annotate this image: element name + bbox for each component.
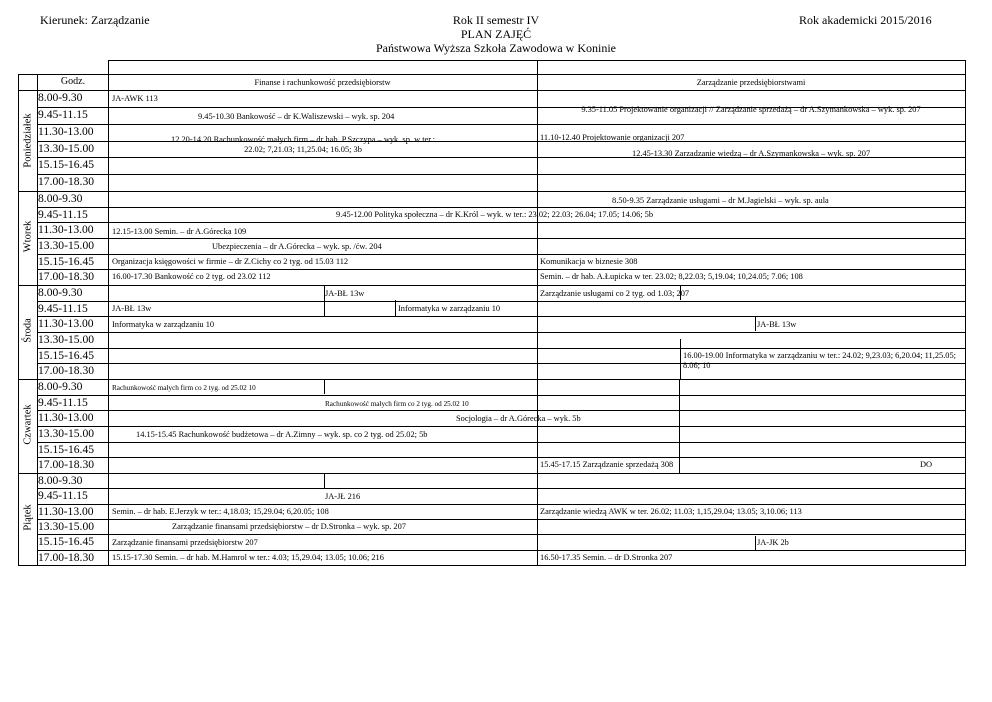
day-label-thursday: Czwartek xyxy=(22,404,34,445)
time-slot: 13.30-15.00 xyxy=(38,239,95,252)
time-slot: 15.15-16.45 xyxy=(38,348,95,362)
time-slot: 8.00-9.30 xyxy=(38,192,83,205)
plan-title: PLAN ZAJĘĆ xyxy=(460,27,532,41)
entry-fri-r5: JA-JK 2b xyxy=(757,538,789,547)
time-slot: 11.30-13.00 xyxy=(38,317,94,331)
entry-thu-4: 14.15-15.45 Rachunkowość budżetowa – dr A.Zimny – wyk. sp. co 2 tyg. od 25.02; 5b xyxy=(136,430,428,439)
entry-fri-2: JA-JŁ 216 xyxy=(325,492,361,501)
time-slot: 15.15-16.45 xyxy=(38,158,95,172)
entry-tue-5: Organizacja księgowości w firmie – dr Z.Cichy co 2 tyg. od 15.03 112 xyxy=(112,257,349,266)
entry-tue-3: 12.15-13.00 Semin. – dr A.Górecka 109 xyxy=(112,227,247,236)
time-slot: 17.00-18.30 xyxy=(38,270,95,284)
entry-thu-3: Socjologia – dr A.Górecka – wyk. 5b xyxy=(456,414,581,423)
time-slot: 8.00-9.30 xyxy=(38,474,83,487)
time-slot: 11.30-13.00 xyxy=(38,411,94,425)
time-slot: 9.45-11.15 xyxy=(38,395,88,409)
time-slot: 13.30-15.00 xyxy=(38,520,95,533)
entry-mon-r4: 12.45-13.30 Zarzadzanie wiedzą – dr A.Szymankowska – wyk. sp. 207 xyxy=(632,149,871,158)
day-label-friday: Piątek xyxy=(22,504,34,531)
time-slot: 11.30-13.00 xyxy=(38,124,94,138)
time-slot: 17.00-18.30 xyxy=(38,550,95,564)
entry-fri-5: Zarządzanie finansami przedsiębiorstw 207 xyxy=(112,538,258,547)
entry-tue-4: Ubezpieczenia – dr A.Górecka – wyk. sp. /ćw. 204 xyxy=(212,242,382,251)
time-slot: 13.30-15.00 xyxy=(38,333,95,346)
entry-tue-r5: Komunikacja w biznesie 308 xyxy=(540,257,638,266)
time-slot: 15.15-16.45 xyxy=(38,535,95,549)
day-label-tuesday: Wtorek xyxy=(22,220,34,253)
entry-tue-2: 9.45-12.00 Polityka społeczna – dr K.Król – wyk. w ter.: 23.02; 22.03; 26.04; 17.05; 14.06; 5b xyxy=(336,210,654,219)
time-slot: 15.15-16.45 xyxy=(38,254,95,268)
entry-wed-1: JA-BŁ 13w xyxy=(325,289,365,298)
school-name: Państwowa Wyższa Szkoła Zawodowa w Koninie xyxy=(376,41,616,55)
entry-thu-r6b: DO xyxy=(920,460,933,469)
entry-fri-4: Zarządzanie finansami przedsiębiorstw – dr D.Stronka – wyk. sp. 207 xyxy=(172,522,406,531)
time-slot: 15.15-16.45 xyxy=(38,442,95,456)
entry-tue-r6: Semin. – dr hab. A.Łupicka w ter. 23.02; 8,22.03; 5,19.04; 10,24.05; 7.06; 108 xyxy=(540,272,803,281)
entry-tue-6: 16.00-17.30 Bankowość co 2 tyg. od 23.02 112 xyxy=(112,272,271,281)
entry-wed-2a: JA-BŁ 13w xyxy=(112,304,152,313)
entry-thu-2: Rachunkowość małych firm co 2 tyg. od 25.02 10 xyxy=(325,400,469,408)
time-slot: 8.00-9.30 xyxy=(38,380,83,393)
entry-fri-r6: 16.50-17.35 Semin. – dr D.Stronka 207 xyxy=(540,553,673,562)
time-slot: 8.00-9.30 xyxy=(38,286,83,299)
time-slot: 11.30-13.00 xyxy=(38,504,94,518)
spec2-header: Zarządzanie przedsiębiorstwami xyxy=(696,78,806,87)
time-slot: 11.30-13.00 xyxy=(38,223,94,237)
entry-fri-6: 15.15-17.30 Semin. – dr hab. M.Hamrol w ter.: 4.03; 15,29.04; 13.05; 10.06; 216 xyxy=(112,553,384,562)
entry-tue-r1: 8.50-9.35 Zarządzanie usługami – dr M.Jagielski – wyk. sp. aula xyxy=(612,196,829,205)
time-slot: 9.45-11.15 xyxy=(38,207,88,221)
time-slot: 17.00-18.30 xyxy=(38,458,95,472)
time-slot: 9.45-11.15 xyxy=(38,489,88,503)
entry-wed-r1: Zarządzanie usługami co 2 tyg. od 1.03; 207 xyxy=(540,289,690,298)
time-slot: 17.00-18.30 xyxy=(38,364,95,378)
time-slot: 9.45-11.15 xyxy=(38,301,88,315)
spec1-header: Finanse i rachunkowość przedsiębiorstw xyxy=(254,78,391,87)
time-slot: 17.00-18.30 xyxy=(38,175,95,189)
entry-thu-1: Rachunkowość małych firm co 2 tyg. od 25.02 10 xyxy=(112,384,256,392)
day-label-monday: Poniedziałek xyxy=(22,113,34,168)
direction-label: Kierunek: Zarządzanie xyxy=(40,13,150,27)
entry-wed-3: Informatyka w zarządzaniu 10 xyxy=(112,320,215,329)
entry-wed-2b: Informatyka w zarządzaniu 10 xyxy=(398,304,501,313)
entry-fri-r3: Zarządzanie wiedzą AWK w ter. 26.02; 11.03; 1,15,29.04; 13.05; 3,10.06; 113 xyxy=(540,507,802,516)
entry-fri-3: Semin. – dr hab. E.Jerzyk w ter.: 4,18.03; 15,29.04; 6,20.05; 108 xyxy=(112,507,329,516)
year-semester: Rok II semestr IV xyxy=(452,13,540,27)
time-slot: 9.45-11.15 xyxy=(38,107,88,121)
hours-header: Godz. xyxy=(60,76,86,87)
day-label-wednesday: Środa xyxy=(22,318,34,343)
entry-mon-1: JA-AWK 113 xyxy=(112,94,158,103)
academic-year: Rok akademicki 2015/2016 xyxy=(799,13,932,27)
entry-thu-r6: 15.45-17.15 Zarządzanie sprzedażą 308 xyxy=(540,460,674,469)
entry-wed-r5: 16.00-19.00 Informatyka w zarządzaniu w ter.: 24.02; 9,23.03; 6,20.04; 11,25.05; 8.06; 10 xyxy=(683,351,956,370)
time-slot: 8.00-9.30 xyxy=(38,91,83,104)
time-slot: 13.30-15.00 xyxy=(38,427,95,440)
entry-mon-3: 12.20-14.20 Rachunkowość małych firm – dr hab. P.Szczypa – wyk. sp. w ter.: 22.02; 7,21.03; 11,25.04; 16.05; 3b xyxy=(171,135,435,154)
time-slot: 13.30-15.00 xyxy=(38,141,95,155)
entry-mon-2: 9.45-10.30 Bankowość – dr K.Waliszewski – wyk. sp. 204 xyxy=(198,112,395,121)
entry-mon-r3: 11.10-12.40 Projektowanie organizacji 207 xyxy=(540,133,685,142)
entry-wed-r3: JA-BŁ 13w xyxy=(757,320,797,329)
entry-mon-r2: 9.35-11.05 Projektowanie organizacji // Zarządzanie sprzedażą – dr A.Szymankowska – wyk. sp. 207 xyxy=(581,105,921,114)
